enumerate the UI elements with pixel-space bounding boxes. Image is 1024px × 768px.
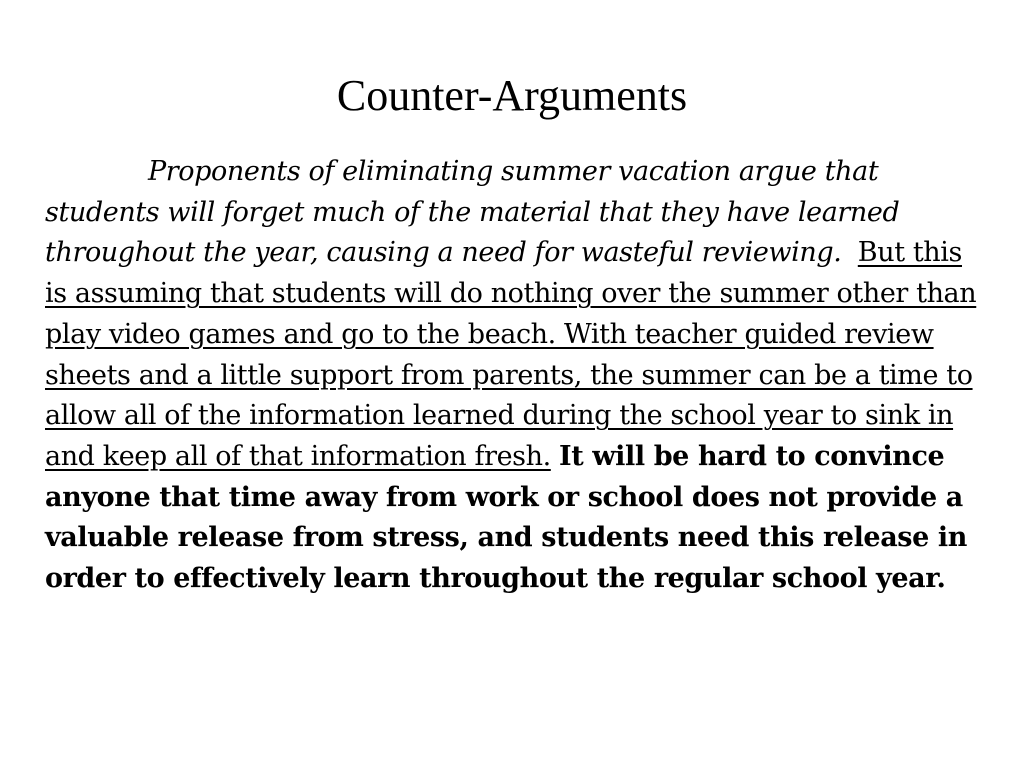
slide-title: Counter-Arguments: [336, 71, 688, 120]
rebuttal-text: But this is assuming that students will do nothing over the summer other than play video games and go to the beach. With teacher guided review sheets and a little support from parents, the summer can be a time to allow all of the information learned during the school year to sink in and keep all of that information fresh.: [45, 237, 977, 472]
counter-argument-paragraph: [45, 152, 990, 600]
proponents-argument-text: Proponents of eliminating summer vacation argue that students will forget much of the material that they have learned throughout the year, causing a need for wasteful reviewing.: [45, 156, 900, 269]
concluding-claim-text: It will be hard to convince anyone that time away from work or school does not provide a valuable release from stress, and students need this release in order to effectively learn throughout the regular school year.: [45, 440, 967, 595]
